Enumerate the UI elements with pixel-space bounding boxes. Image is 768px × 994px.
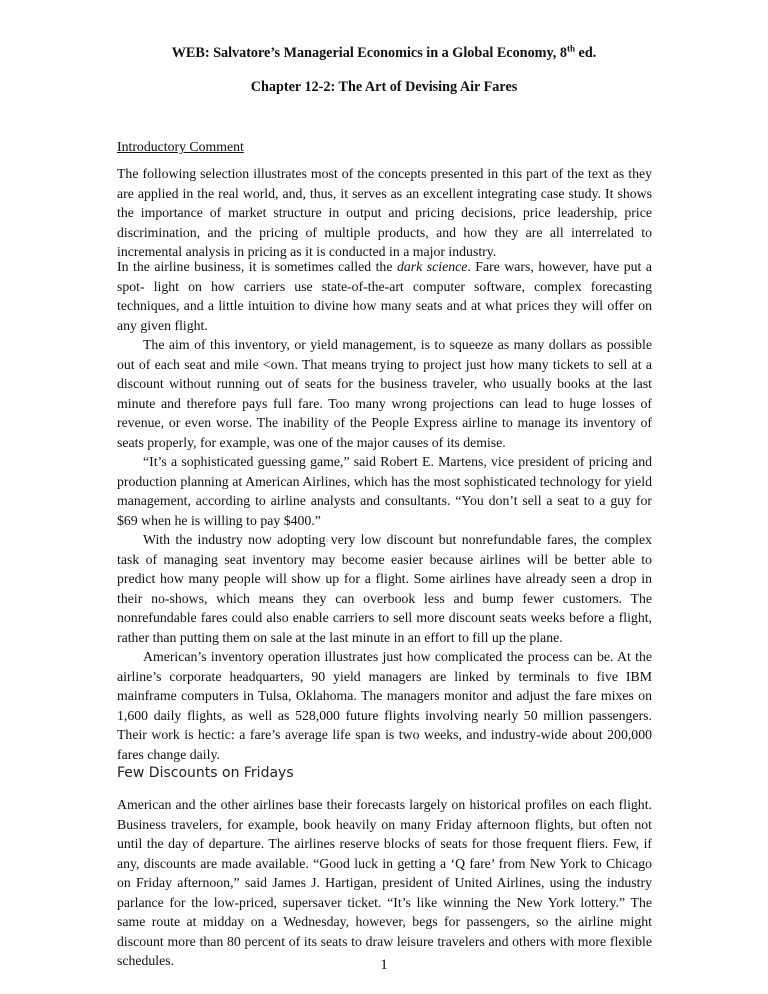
article-paragraph: “It’s a sophisticated guessing game,” said Robert E. Martens, vice president of pricing and production planning at American Airlines, which has the most sophisticated technology for yield management, according to airline analysts and consultants. “You don’t sell a seat to a guy for $69 when he is willing to pay $400.” (117, 454, 652, 528)
article-paragraph (117, 257, 652, 335)
paragraph-text: . Fare wars, however, have put a spot- light on how carriers use state-of-the-art computer software, complex forecasting techniques, and a little intuition to divine how many seats and at what prices they will offer on any given flight. (117, 259, 653, 333)
emphasis-text: dark science (396, 259, 468, 274)
paragraph-text: In the airline business, it is sometimes called the (117, 259, 397, 274)
article-body (117, 257, 652, 764)
section-paragraph: American and the other airlines base their forecasts largely on historical profiles on each flight. Business travelers, for example, book heavily on many Friday afternoon flights, but often not until the day of departure. The airlines reserve blocks of seats for those frequent fliers. Few, if any, discounts are made available. “Good luck in getting a ‘Q fare’ from New York to Chicago on Friday afternoon,” said James J. Hartigan, president of United Airlines, using the industry parlance for the low-priced, supersaver ticket. “It’s like winning the New York lottery.” The same route at midday on a Wednesday, however, begs for passengers, so the airline might discount more than 80 percent of its seats to draw leisure travelers and others with more flexible schedules. (117, 797, 652, 968)
chapter-title: Chapter 12-2: The Art of Devising Air Fares (250, 79, 518, 95)
article-paragraph: With the industry now adopting very low discount but nonrefundable fares, the complex task of managing seat inventory may become easier because airlines will be better able to predict how many people will show up for a flight. Some airlines have already seen a drop in their no-shows, which means they can overbook less and bump fewer customers. The nonrefundable fares could also enable carriers to sell more discount seats weeks before a flight, rather than putting them on sale at the last minute in an effort to fill up the plane. (117, 532, 652, 645)
title-tail: ed. (575, 45, 597, 61)
document-title (0, 44, 768, 62)
title-superscript: th (566, 43, 575, 54)
section-body (117, 795, 652, 971)
article-paragraph: The aim of this inventory, or yield management, is to squeeze as many dollars as possible out of each seat and mile <own. That means trying to project just how many tickets to sell at a discount without running out of seats for the business traveler, who usually books at the last minute and therefore pays full fare. Too many wrong projections can lead to huge losses of revenue, or even worse. The inability of the People Express airline to manage its inventory of seats properly, for example, was one of the major causes of its demise. (117, 337, 652, 450)
section-heading: Few Discounts on Fridays (117, 765, 294, 781)
intro-text: The following selection illustrates most of the concepts presented in this part of the text as they are applied in the real world, and, thus, it serves as an excellent integrating case study. It shows the importance of market structure in output and pricing decisions, price leadership, price discrimination, and the pricing of multiple products, and how they are all interrelated to incremental analysis in pricing as it is conducted in a major industry. (117, 166, 652, 259)
page-number: 1 (380, 957, 388, 973)
intro-paragraph (117, 164, 652, 262)
intro-heading: Introductory Comment (117, 139, 244, 154)
article-paragraph: American’s inventory operation illustrates just how complicated the process can be. At the airline’s corporate headquarters, 90 yield managers are linked by terminals to five IBM mainframe computers in Tulsa, Oklahoma. The managers monitor and adjust the fare mixes on 1,600 daily flights, as well as 528,000 future flights involving nearly 50 million passengers. Their work is hectic: a fare’s average life span is two weeks, and industry-wide about 200,000 fares change daily. (117, 649, 652, 762)
title-main: WEB: Salvatore’s Managerial Economics in a Global Economy, 8 (171, 45, 567, 61)
